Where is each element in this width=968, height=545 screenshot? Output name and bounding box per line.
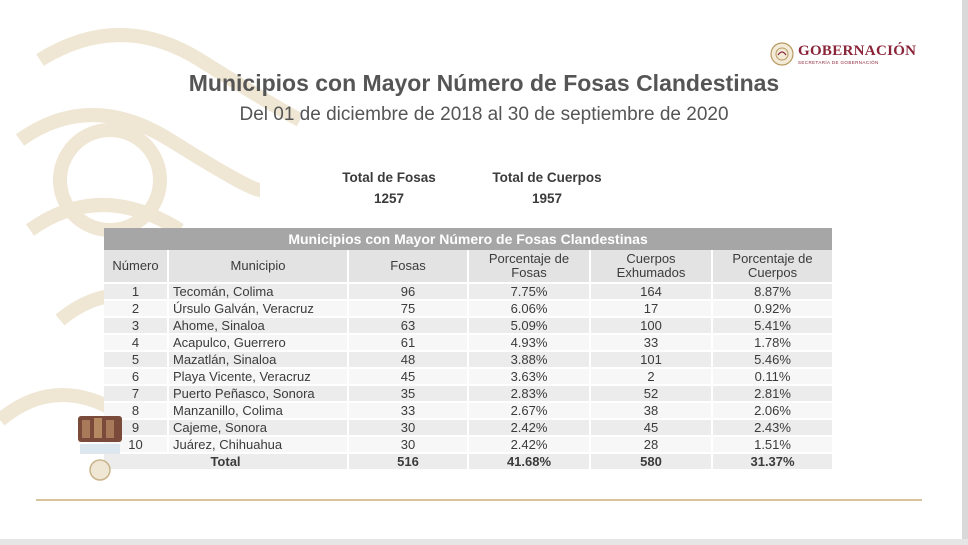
- cell-pct-fosas: 5.09%: [468, 317, 590, 334]
- table-row: [104, 351, 832, 368]
- cell-fosas: 45: [348, 368, 468, 385]
- cell-pct-fosas: 2.42%: [468, 436, 590, 453]
- cell-numero: 5: [104, 351, 168, 368]
- cell-fosas: 96: [348, 283, 468, 300]
- bottom-frame-bar: [0, 539, 968, 545]
- cell-pct-cuerpos: 2.81%: [712, 385, 832, 402]
- header-porcentaje-cuerpos: [712, 250, 832, 283]
- header-cuerpos-exhumados: [590, 250, 712, 283]
- table-row: [104, 334, 832, 351]
- table-row: [104, 300, 832, 317]
- header-cuerpos-line2: Exhumados: [616, 265, 686, 280]
- cell-municipio: Tecomán, Colima: [168, 283, 348, 300]
- cell-pct-cuerpos: 5.46%: [712, 351, 832, 368]
- header-cuerpos-line1: Cuerpos: [626, 251, 676, 266]
- cell-pct-cuerpos: 1.78%: [712, 334, 832, 351]
- header-pct-fosas-line1: Porcentaje de: [488, 251, 570, 266]
- cell-cuerpos: 101: [590, 351, 712, 368]
- cell-pct-cuerpos: 8.87%: [712, 283, 832, 300]
- cell-municipio: Manzanillo, Colima: [168, 402, 348, 419]
- cell-municipio: Juárez, Chihuahua: [168, 436, 348, 453]
- header-municipio: Municipio: [168, 250, 348, 283]
- header-pct-fosas-line2: Fosas: [511, 265, 547, 280]
- cell-numero: 2: [104, 300, 168, 317]
- cell-municipio: Cajeme, Sonora: [168, 419, 348, 436]
- header-porcentaje-fosas: [468, 250, 590, 283]
- cell-fosas: 61: [348, 334, 468, 351]
- cell-pct-fosas: 7.75%: [468, 283, 590, 300]
- cell-fosas: 33: [348, 402, 468, 419]
- cell-pct-fosas: 2.42%: [468, 419, 590, 436]
- cell-cuerpos: 33: [590, 334, 712, 351]
- total-label: Total: [104, 453, 348, 469]
- table-row: [104, 283, 832, 300]
- seal-icon: [770, 42, 794, 66]
- cell-fosas: 63: [348, 317, 468, 334]
- table-row: [104, 368, 832, 385]
- cell-cuerpos: 28: [590, 436, 712, 453]
- total-cuerpos-cell: 580: [590, 453, 712, 469]
- cell-numero: 10: [104, 436, 168, 453]
- cell-pct-cuerpos: 0.92%: [712, 300, 832, 317]
- cell-cuerpos: 2: [590, 368, 712, 385]
- cell-pct-fosas: 4.93%: [468, 334, 590, 351]
- total-row: [104, 453, 832, 469]
- cell-cuerpos: 17: [590, 300, 712, 317]
- fosas-table: [104, 228, 832, 469]
- cell-municipio: Acapulco, Guerrero: [168, 334, 348, 351]
- cell-pct-cuerpos: 5.41%: [712, 317, 832, 334]
- total-pct-fosas-cell: 41.68%: [468, 453, 590, 469]
- total-cuerpos: [480, 170, 614, 206]
- logo-name: GOBERNACIÓN: [798, 42, 917, 59]
- total-cuerpos-value: 1957: [531, 191, 563, 206]
- cell-pct-fosas: 3.63%: [468, 368, 590, 385]
- cell-cuerpos: 100: [590, 317, 712, 334]
- cell-numero: 6: [104, 368, 168, 385]
- total-fosas-label: Total de Fosas: [342, 170, 436, 185]
- cell-municipio: Úrsulo Galván, Veracruz: [168, 300, 348, 317]
- total-cuerpos-label: Total de Cuerpos: [492, 170, 602, 185]
- header-pct-cuerpos-line2: Cuerpos: [747, 265, 798, 280]
- footer-divider: [36, 499, 922, 501]
- table-row: [104, 317, 832, 334]
- cell-pct-cuerpos: 0.11%: [712, 368, 832, 385]
- cell-fosas: 30: [348, 419, 468, 436]
- right-frame-bar: [962, 0, 968, 545]
- cell-pct-cuerpos: 1.51%: [712, 436, 832, 453]
- total-fosas: [330, 170, 448, 206]
- cell-municipio: Playa Vicente, Veracruz: [168, 368, 348, 385]
- cell-pct-fosas: 2.83%: [468, 385, 590, 402]
- table-row: [104, 436, 832, 453]
- cell-numero: 1: [104, 283, 168, 300]
- cell-pct-fosas: 2.67%: [468, 402, 590, 419]
- total-fosas-cell: 516: [348, 453, 468, 469]
- cell-cuerpos: 164: [590, 283, 712, 300]
- cell-fosas: 30: [348, 436, 468, 453]
- table-row: [104, 385, 832, 402]
- table-row: [104, 419, 832, 436]
- cell-cuerpos: 38: [590, 402, 712, 419]
- cell-pct-cuerpos: 2.43%: [712, 419, 832, 436]
- cell-municipio: Mazatlán, Sinaloa: [168, 351, 348, 368]
- cell-pct-cuerpos: 2.06%: [712, 402, 832, 419]
- decorative-emblem-icon: [76, 408, 124, 483]
- header-pct-cuerpos-line1: Porcentaje de: [732, 251, 813, 266]
- cell-pct-fosas: 3.88%: [468, 351, 590, 368]
- cell-numero: 7: [104, 385, 168, 402]
- logo-subtitle: SECRETARÍA DE GOBERNACIÓN: [798, 59, 879, 65]
- cell-municipio: Ahome, Sinaloa: [168, 317, 348, 334]
- cell-numero: 3: [104, 317, 168, 334]
- page-subtitle: Del 01 de diciembre de 2018 al 30 de septiembre de 2020: [239, 104, 729, 125]
- cell-municipio: Puerto Peñasco, Sonora: [168, 385, 348, 402]
- cell-fosas: 35: [348, 385, 468, 402]
- cell-pct-fosas: 6.06%: [468, 300, 590, 317]
- cell-fosas: 48: [348, 351, 468, 368]
- cell-cuerpos: 45: [590, 419, 712, 436]
- cell-cuerpos: 52: [590, 385, 712, 402]
- table-row: [104, 402, 832, 419]
- gobernacion-logo: [770, 42, 916, 66]
- cell-numero: 8: [104, 402, 168, 419]
- total-pct-cuerpos-cell: 31.37%: [712, 453, 832, 469]
- header-numero: Número: [104, 250, 168, 283]
- header-fosas: Fosas: [348, 250, 468, 283]
- page-title: Municipios con Mayor Número de Fosas Clandestinas: [188, 70, 780, 96]
- cell-numero: 9: [104, 419, 168, 436]
- cell-fosas: 75: [348, 300, 468, 317]
- cell-numero: 4: [104, 334, 168, 351]
- total-fosas-value: 1257: [373, 191, 405, 206]
- table-caption: Municipios con Mayor Número de Fosas Clandestinas: [104, 228, 832, 250]
